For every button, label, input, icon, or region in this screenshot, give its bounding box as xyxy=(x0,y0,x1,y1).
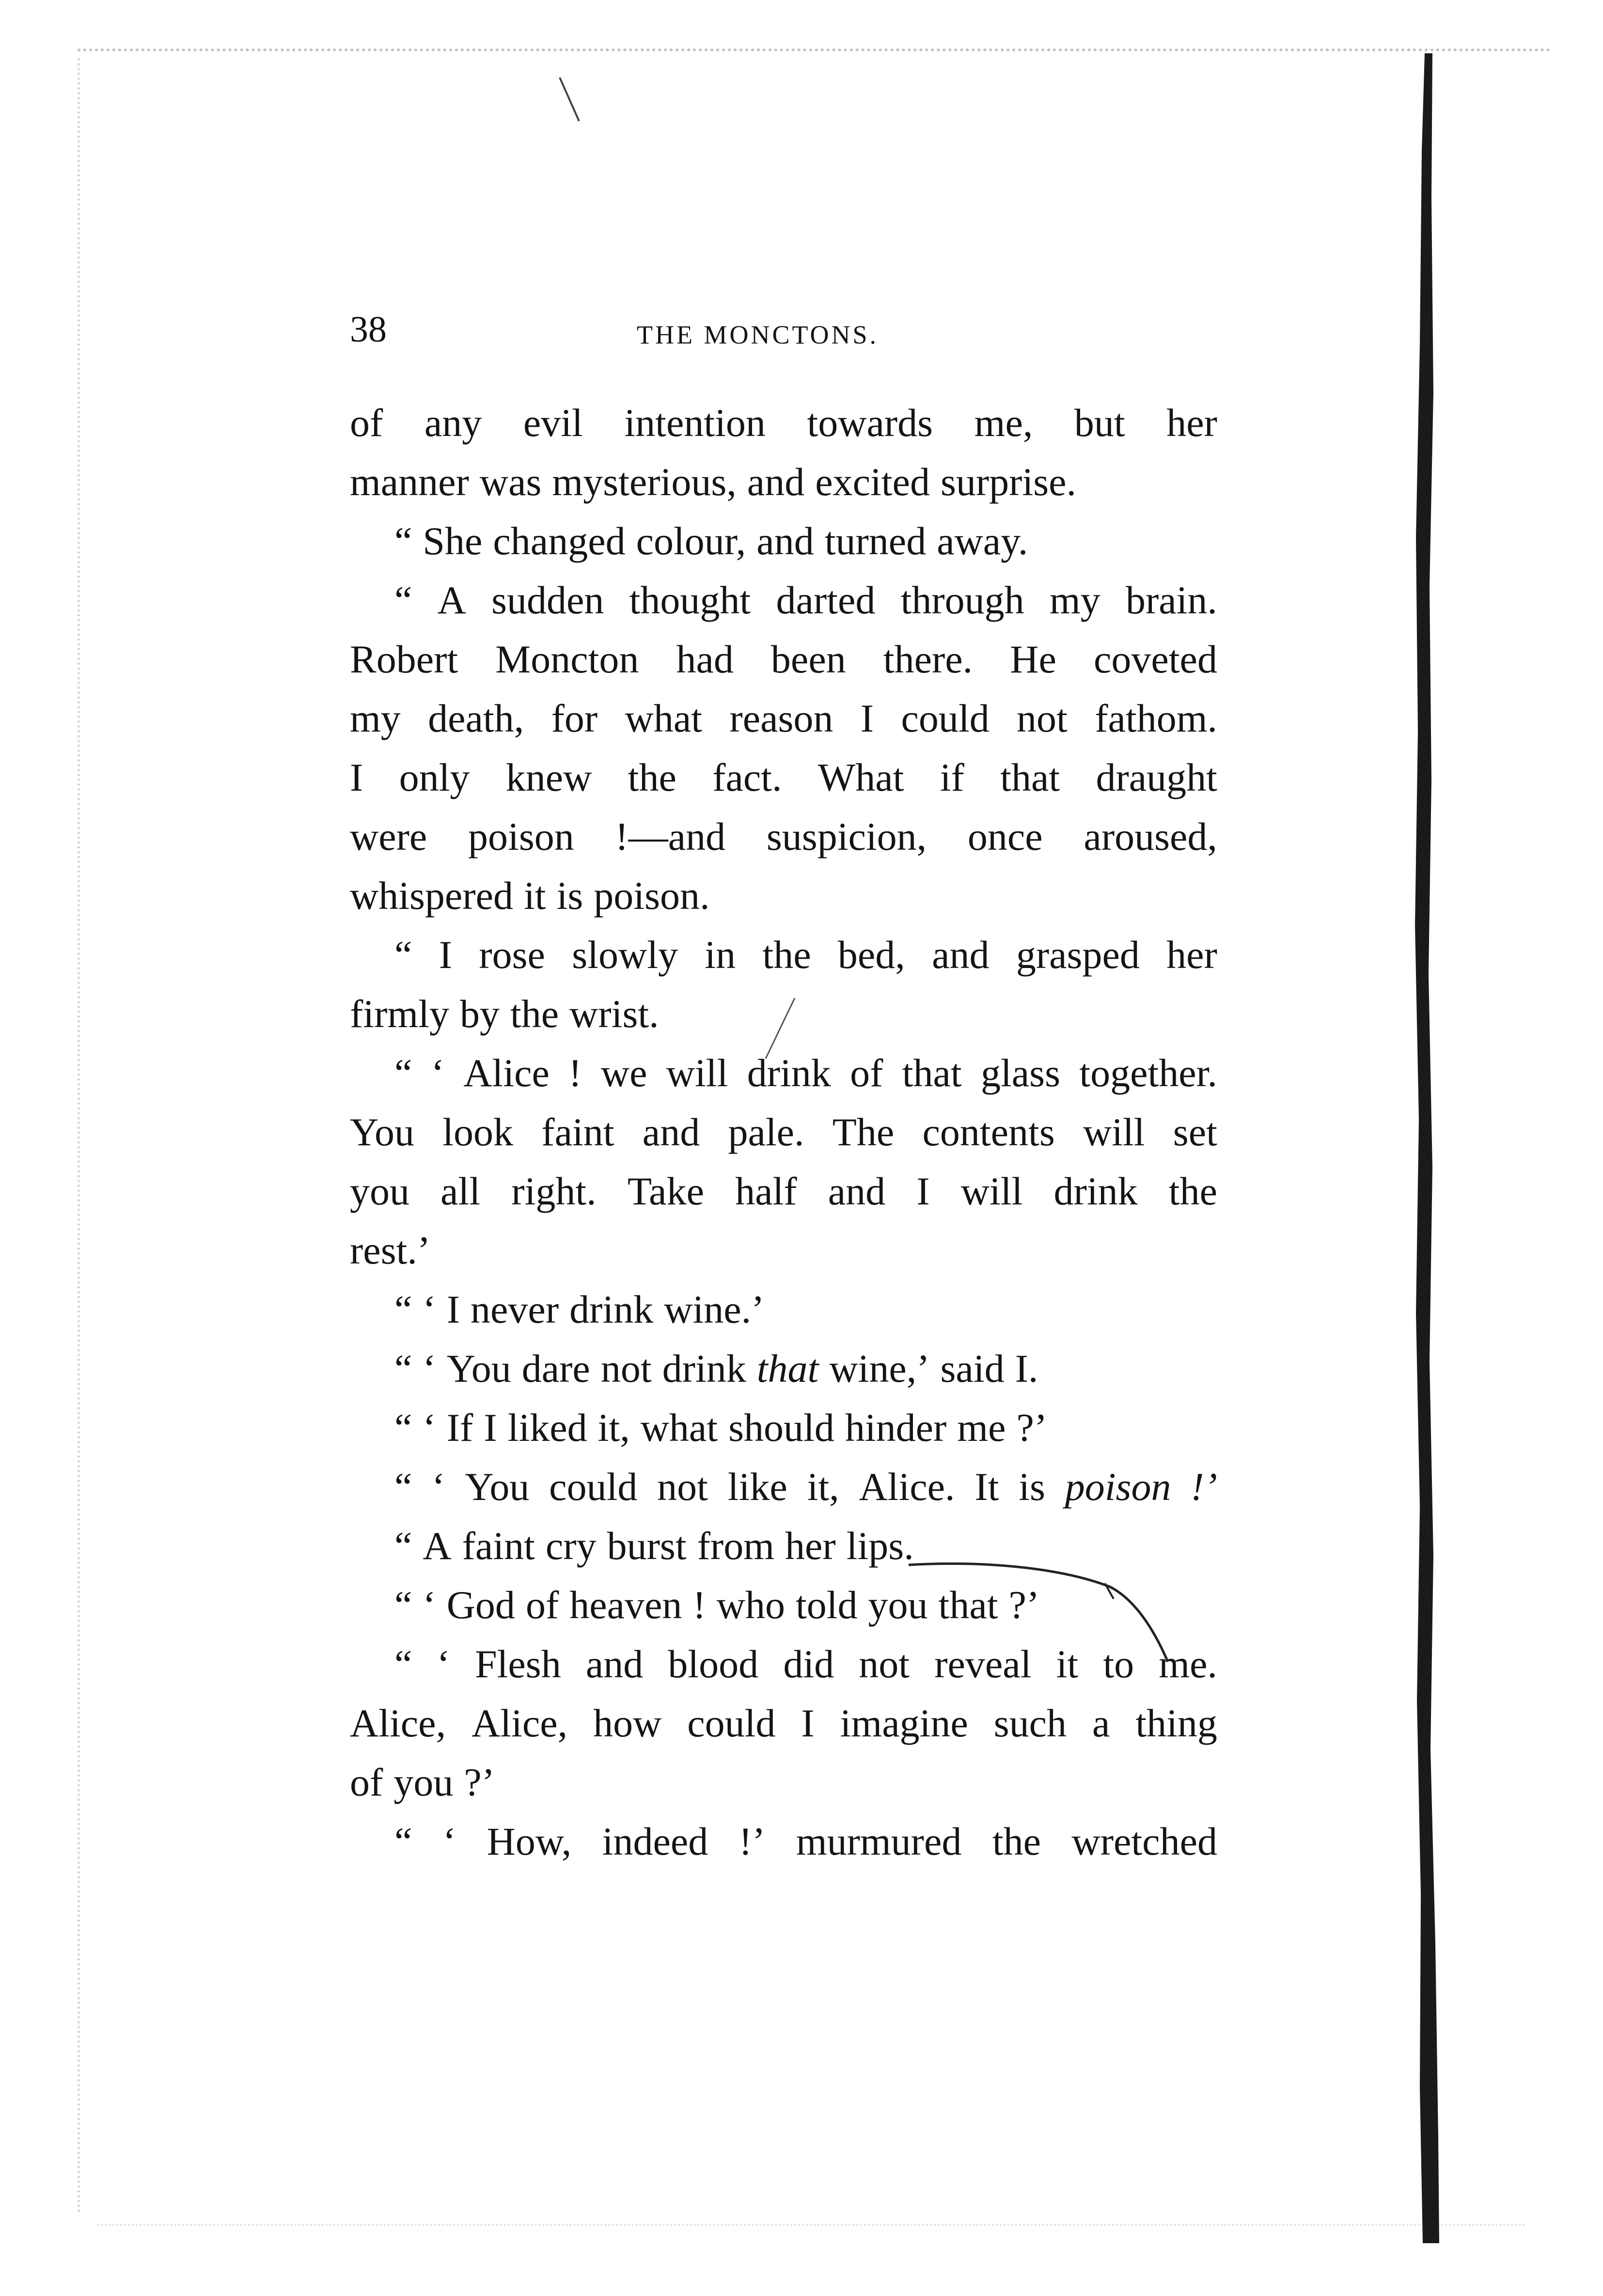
text-line xyxy=(350,1694,1217,1753)
word: and xyxy=(828,1169,886,1213)
word: I xyxy=(860,696,874,740)
text-line xyxy=(350,453,1217,512)
word: A xyxy=(423,1524,452,1568)
word: poison xyxy=(1065,1465,1171,1509)
word: drink xyxy=(1053,1169,1138,1213)
word: reveal xyxy=(934,1642,1032,1686)
word: Alice. xyxy=(859,1465,955,1509)
word: manner xyxy=(350,460,469,504)
word: you xyxy=(393,1760,454,1804)
word: did xyxy=(783,1642,834,1686)
word: all xyxy=(440,1169,481,1213)
word: and xyxy=(756,519,814,563)
word: not xyxy=(657,1465,708,1509)
word: ‘ xyxy=(442,1819,456,1863)
word: aroused, xyxy=(1084,814,1217,859)
text-line xyxy=(350,1635,1217,1694)
word: I xyxy=(439,933,453,977)
page-edge-top xyxy=(78,48,1551,66)
text-line xyxy=(350,1516,1217,1576)
word: how xyxy=(593,1701,662,1745)
word: that xyxy=(756,1346,819,1390)
word: excited xyxy=(815,460,930,504)
word: will xyxy=(1083,1110,1145,1154)
word: we xyxy=(600,1051,647,1095)
word: a xyxy=(1092,1701,1110,1745)
word: any xyxy=(424,401,482,445)
word: to xyxy=(1103,1642,1134,1686)
word: colour, xyxy=(636,519,746,563)
word: her xyxy=(1166,401,1217,445)
word: will xyxy=(960,1169,1023,1213)
word: wrist. xyxy=(569,992,659,1036)
word: fathom. xyxy=(1095,696,1217,740)
word: ! xyxy=(692,1583,706,1627)
word: ‘ xyxy=(423,1287,436,1331)
word: cry xyxy=(545,1524,597,1568)
word: I xyxy=(350,755,363,799)
word: like xyxy=(727,1465,787,1509)
word: !—and xyxy=(615,814,726,859)
word: knew xyxy=(505,755,592,799)
word: said xyxy=(940,1346,1005,1390)
word: were xyxy=(350,814,427,859)
page-header xyxy=(350,305,1222,363)
word: from xyxy=(697,1524,775,1568)
word: look xyxy=(442,1110,514,1154)
word: “ xyxy=(394,1642,412,1686)
text-line xyxy=(350,1457,1217,1516)
word: Flesh xyxy=(475,1642,561,1686)
word: “ xyxy=(394,1287,412,1331)
word: that xyxy=(1000,755,1060,799)
word: The xyxy=(832,1110,895,1154)
text-line xyxy=(350,1280,1217,1339)
word: murmured xyxy=(796,1819,962,1863)
running-head: THE MONCTONS. xyxy=(637,320,879,349)
word: never xyxy=(471,1287,559,1331)
word: was xyxy=(479,460,542,504)
word: mysterious, xyxy=(552,460,737,504)
word: my xyxy=(1049,578,1100,622)
word: is xyxy=(556,874,583,918)
word: of xyxy=(525,1583,559,1627)
word: darted xyxy=(776,578,876,622)
word: me, xyxy=(974,401,1033,445)
word: there. xyxy=(883,637,973,681)
word: ‘ xyxy=(432,1465,445,1509)
word: slowly xyxy=(572,933,678,977)
text-line xyxy=(350,748,1217,807)
word: “ xyxy=(394,1524,412,1568)
word: ‘ xyxy=(437,1642,450,1686)
word: “ xyxy=(394,519,412,563)
binding-spine-shadow xyxy=(1410,53,1439,2243)
word: I xyxy=(446,1287,460,1331)
word: You xyxy=(465,1465,530,1509)
word: you xyxy=(868,1583,928,1627)
text-line xyxy=(350,1044,1217,1103)
text-line xyxy=(350,393,1217,453)
word: Take xyxy=(627,1169,704,1213)
text-line xyxy=(350,807,1217,866)
word: could xyxy=(549,1465,638,1509)
word: blood xyxy=(668,1642,759,1686)
word: poison xyxy=(468,814,574,859)
word: changed xyxy=(493,519,626,563)
text-line xyxy=(350,512,1217,571)
word: Alice, xyxy=(350,1701,446,1745)
word: dare xyxy=(521,1346,590,1390)
text-line xyxy=(350,571,1217,630)
word: it xyxy=(1056,1642,1079,1686)
word: you xyxy=(350,1169,409,1213)
word: draught xyxy=(1096,755,1217,799)
word: fact. xyxy=(712,755,782,799)
word: the xyxy=(628,755,676,799)
word: in xyxy=(705,933,736,977)
word: together. xyxy=(1079,1051,1217,1095)
word: If xyxy=(446,1406,473,1450)
word: the xyxy=(992,1819,1041,1863)
word: could xyxy=(687,1701,776,1745)
word: once xyxy=(967,814,1043,859)
text-line xyxy=(350,1103,1217,1162)
word: not xyxy=(859,1642,910,1686)
word: ! xyxy=(568,1051,582,1095)
word: heaven xyxy=(569,1583,682,1627)
word: Robert xyxy=(350,637,458,681)
text-line xyxy=(350,925,1217,984)
text-line xyxy=(350,1576,1217,1635)
word: will xyxy=(666,1051,728,1095)
word: set xyxy=(1173,1110,1217,1154)
word: rose xyxy=(479,933,545,977)
word: should xyxy=(728,1406,834,1450)
word: what xyxy=(625,696,703,740)
word: towards xyxy=(807,401,933,445)
word: thing xyxy=(1135,1701,1217,1745)
word: It xyxy=(974,1465,999,1509)
word: wretched xyxy=(1071,1819,1217,1863)
word: brain. xyxy=(1125,578,1217,622)
word: God xyxy=(446,1583,515,1627)
word: and xyxy=(932,933,990,977)
word: ‘ xyxy=(423,1346,436,1390)
word: that xyxy=(902,1051,962,1095)
word: wine,’ xyxy=(829,1346,930,1390)
word: suspicion, xyxy=(766,814,927,859)
word: “ xyxy=(394,933,412,977)
word: death, xyxy=(428,696,524,740)
word: I xyxy=(916,1169,930,1213)
word: could xyxy=(901,696,990,740)
word: He xyxy=(1010,637,1056,681)
word: I xyxy=(801,1701,815,1745)
word: half xyxy=(735,1169,797,1213)
word: lips. xyxy=(846,1524,914,1568)
word: coveted xyxy=(1093,637,1217,681)
body-text xyxy=(350,393,1217,1871)
word: for xyxy=(551,696,598,740)
word: ?’ xyxy=(1016,1406,1048,1450)
word: drink xyxy=(569,1287,654,1331)
word: grasped xyxy=(1016,933,1140,977)
word: ?’ xyxy=(1008,1583,1040,1627)
word: surprise. xyxy=(940,460,1077,504)
word: it, xyxy=(597,1406,630,1450)
page-number: 38 xyxy=(350,309,387,350)
word: pale. xyxy=(728,1110,804,1154)
word: thought xyxy=(629,578,751,622)
word: Alice, xyxy=(471,1701,568,1745)
word: told xyxy=(795,1583,858,1627)
text-line xyxy=(350,984,1217,1044)
word: hinder xyxy=(845,1406,947,1450)
word: is xyxy=(1019,1465,1045,1509)
word: such xyxy=(993,1701,1067,1745)
word: I xyxy=(484,1406,497,1450)
word: the xyxy=(510,992,559,1036)
word: “ xyxy=(394,1346,412,1390)
word: firmly xyxy=(350,992,449,1036)
word: not xyxy=(600,1346,652,1390)
text-line xyxy=(350,1812,1217,1871)
word: not xyxy=(1017,696,1068,740)
word: !’ xyxy=(1191,1465,1217,1509)
word: ‘ xyxy=(423,1406,436,1450)
word: drink xyxy=(747,1051,831,1095)
word: away. xyxy=(937,519,1028,563)
word: had xyxy=(676,637,734,681)
word: ‘ xyxy=(431,1051,445,1095)
word: “ xyxy=(394,1051,412,1095)
word: turned xyxy=(824,519,927,563)
word: it, xyxy=(807,1465,839,1509)
word: Alice xyxy=(463,1051,550,1095)
text-line xyxy=(350,1221,1217,1280)
word: sudden xyxy=(491,578,604,622)
word: Moncton xyxy=(495,637,639,681)
word: who xyxy=(716,1583,785,1627)
page-edge-bottom xyxy=(97,2224,1526,2231)
text-line xyxy=(350,630,1217,689)
word: that xyxy=(938,1583,998,1627)
word: “ xyxy=(394,578,412,622)
word: What xyxy=(817,755,904,799)
word: poison. xyxy=(594,874,710,918)
text-line xyxy=(350,689,1217,748)
word: through xyxy=(900,578,1024,622)
word: her xyxy=(785,1524,836,1568)
word: evil xyxy=(523,401,583,445)
word: You xyxy=(350,1110,415,1154)
word: glass xyxy=(981,1051,1060,1095)
word: of xyxy=(850,1051,883,1095)
word: liked xyxy=(507,1406,587,1450)
word: of xyxy=(350,1760,383,1804)
word: “ xyxy=(394,1583,412,1627)
word: wine.’ xyxy=(664,1287,765,1331)
page-edge-left xyxy=(78,58,90,2214)
word: You xyxy=(446,1346,511,1390)
word: by xyxy=(459,992,500,1036)
text-line xyxy=(350,1753,1217,1812)
word: faint xyxy=(462,1524,535,1568)
word: burst xyxy=(607,1524,687,1568)
word: How, xyxy=(487,1819,572,1863)
word: it xyxy=(524,874,546,918)
word: me xyxy=(957,1406,1006,1450)
word: I. xyxy=(1015,1346,1038,1390)
word: if xyxy=(940,755,964,799)
word: ?’ xyxy=(464,1760,495,1804)
word: imagine xyxy=(840,1701,968,1745)
word: the xyxy=(1168,1169,1217,1213)
word: “ xyxy=(394,1406,412,1450)
word: reason xyxy=(729,696,833,740)
word: whispered xyxy=(350,874,514,918)
word: contents xyxy=(922,1110,1055,1154)
word: She xyxy=(423,519,483,563)
text-line xyxy=(350,1162,1217,1221)
word: drink xyxy=(662,1346,746,1390)
word: but xyxy=(1074,401,1125,445)
word: and xyxy=(747,460,805,504)
word: indeed xyxy=(602,1819,708,1863)
word: bed, xyxy=(837,933,905,977)
word: only xyxy=(399,755,470,799)
word: her xyxy=(1166,933,1217,977)
word: right. xyxy=(511,1169,597,1213)
word: and xyxy=(642,1110,700,1154)
word: ‘ xyxy=(423,1583,436,1627)
word: rest.’ xyxy=(350,1228,431,1272)
word: A xyxy=(437,578,466,622)
word: and xyxy=(585,1642,644,1686)
word: been xyxy=(770,637,846,681)
word: intention xyxy=(624,401,766,445)
word: “ xyxy=(394,1819,412,1863)
word: what xyxy=(640,1406,718,1450)
word: the xyxy=(762,933,811,977)
word: !’ xyxy=(739,1819,766,1863)
word: my xyxy=(350,696,401,740)
text-line xyxy=(350,1398,1217,1457)
word: me. xyxy=(1159,1642,1217,1686)
word: “ xyxy=(394,1465,412,1509)
text-line xyxy=(350,866,1217,925)
word: faint xyxy=(541,1110,614,1154)
text-line xyxy=(350,1339,1217,1398)
word: of xyxy=(350,401,383,445)
